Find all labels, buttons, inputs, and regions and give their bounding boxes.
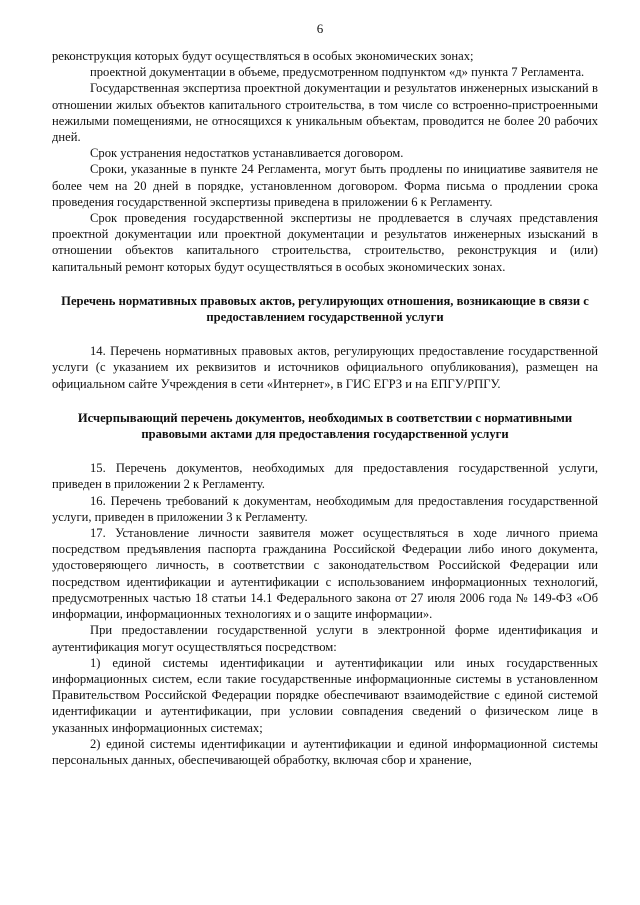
paragraph-item-1: 1) единой системы идентификации и аутентификации или иных государственных информационных систем, если такие государственные информационные системы в установленном Правительством Российской Федерации порядке обеспечивают взаимодействие с единой системой идентификации и аутентификации, при условии совпадения сведений о физическом лице в указанных информационных системах; [52, 655, 598, 735]
paragraph-15: 15. Перечень документов, необходимых для предоставления государственной услуги, приведен в приложении 2 к Регламенту. [52, 461, 598, 492]
paragraph-electronic-auth: При предоставлении государственной услуги в электронной форме идентификация и аутентификация могут осуществляться посредством: [52, 623, 598, 654]
paragraph-17: 17. Установление личности заявителя может осуществляться в ходе личного приема посредством предъявления паспорта гражданина Российской Федерации либо иного документа, удостоверяющего личность, в соответствии с законодательством Российской Федерации или посредством идентификации и аутентификации с использованием информационных технологий, предусмотренных частью 18 статьи 14.1 Федерального закона от 27 июля 2006 года № 149-ФЗ «Об информации, информационных технологиях и о защите информации». [52, 526, 598, 622]
paragraph-no-extension: Срок проведения государственной экспертизы не продлевается в случаях представления проектной документации или проектной документации и результатов инженерных изысканий в отношении объектов капитального строительства, строительство, реконструкция и (или) капитальный ремонт которых будут осуществляться в особых экономических зонах. [52, 211, 598, 274]
page-number: 6 [316, 21, 324, 36]
paragraph-continuation: реконструкция которых будут осуществляться в особых экономических зонах; [52, 49, 474, 63]
paragraph-project-docs: проектной документации в объеме, предусмотренном подпунктом «д» пункта 7 Регламента. [90, 65, 585, 80]
paragraph-16: 16. Перечень требований к документам, необходимым для предоставления государственной услуги, приведен в приложении 3 к Регламенту. [52, 493, 598, 524]
paragraph-14: 14. Перечень нормативных правовых актов, регулирующих предоставление государственной услуги (с указанием их реквизитов и источников официального опубликования), размещен на официальном сайте Учреждения в сети «Интернет», в ГИС ЕГРЗ и на ЕПГУ/РПГУ. [52, 344, 598, 391]
paragraph-expertise-term: Государственная экспертиза проектной документации и результатов инженерных изысканий в отношении жилых объектов капитального строительства, в том числе со встроенно-пристроенными нежилыми помещениями, не относящихся к уникальным объектам, проводится не более 20 рабочих дней. [52, 81, 598, 145]
heading-documents-list: Исчерпывающий перечень документов, необходимых в соответствии с нормативными правовыми актами для предоставления государственной услуги [77, 410, 573, 442]
paragraph-extension: Сроки, указанные в пункте 24 Регламента, могут быть продлены по инициативе заявителя не более чем на 20 дней в порядке, установленном договором. Форма письма о продлении срока проведения государственной экспертизы приведена в приложении 6 к Регламенту. [52, 162, 598, 209]
document-body [52, 48, 598, 768]
heading-regulatory-acts: Перечень нормативных правовых актов, регулирующих отношения, возникающие в связи с предоставлением государственной услуги [61, 293, 589, 325]
paragraph-deficiency-term: Срок устранения недостатков устанавливается договором. [90, 146, 404, 161]
paragraph-item-2: 2) единой системы идентификации и аутентификации и единой информационной системы персональных данных, обеспечивающей обработку, включая сбор и хранение, [52, 736, 598, 767]
